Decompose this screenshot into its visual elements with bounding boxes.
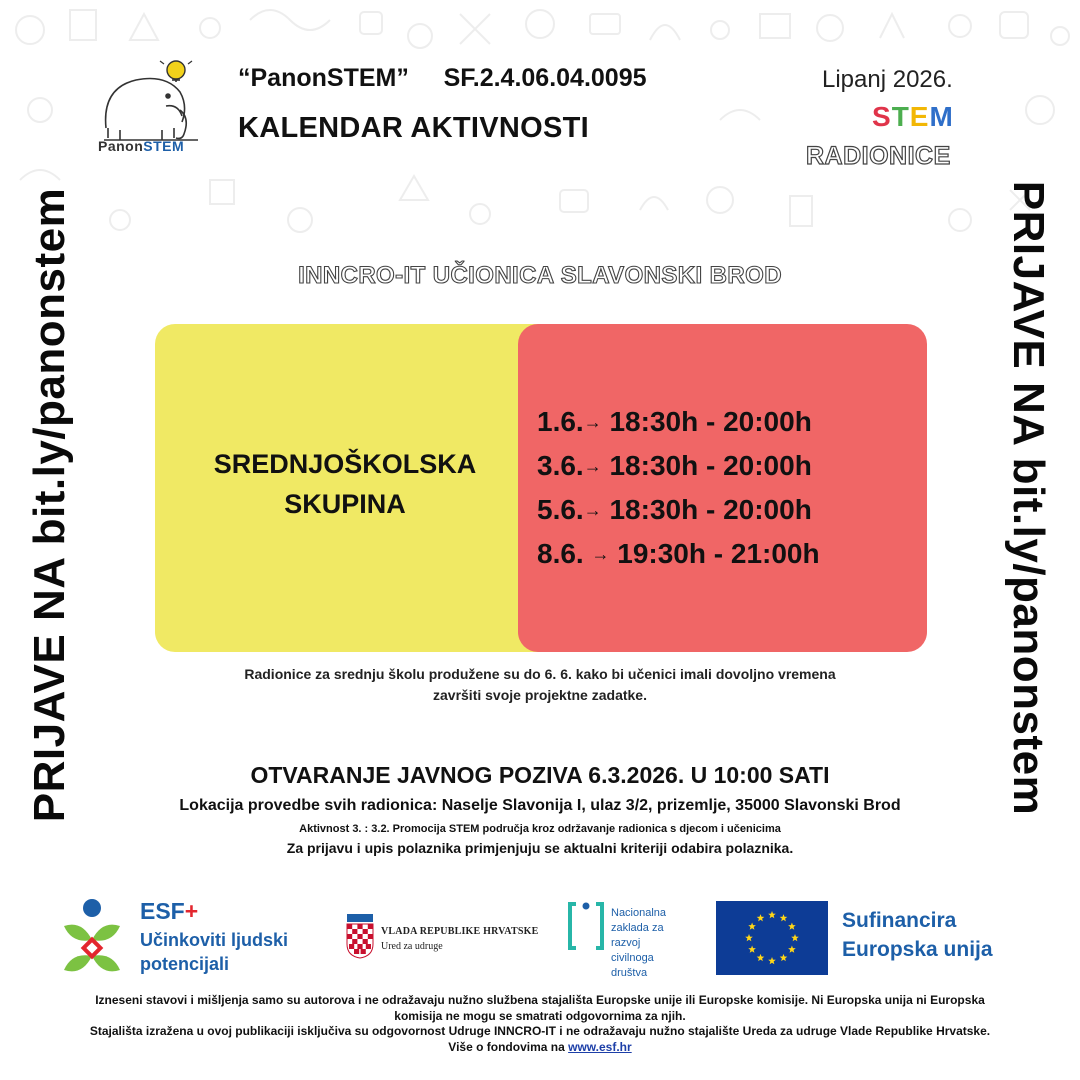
esf-program-name xyxy=(140,928,288,976)
project-name: “PanonSTEM” xyxy=(238,64,409,92)
logo-text-panon: Panon xyxy=(98,138,144,154)
arrow-right-icon: → xyxy=(591,544,610,564)
schedule-time: 18:30h - 20:00h xyxy=(609,406,812,437)
esf-title-text: ESF xyxy=(140,898,185,924)
group-label-line2: SKUPINA xyxy=(284,489,406,519)
signup-link-right[interactable]: PRIJAVE NA bit.ly/panonstem xyxy=(1004,180,1053,816)
foundation-name xyxy=(611,906,666,981)
location-title: INNCRO-IT UČIONICA SLAVONSKI BROD xyxy=(298,262,782,289)
extension-note xyxy=(0,664,1080,706)
esf-line1: Učinkoviti ljudski xyxy=(140,930,289,950)
open-call-heading: OTVARANJE JAVNOG POZIVA 6.3.2026. U 10:00 SATI xyxy=(250,762,830,788)
esf-website-link[interactable]: www.esf.hr xyxy=(568,1039,632,1054)
extension-note-line2: završiti svoje projektne zadatke. xyxy=(433,687,647,703)
signup-link-left[interactable]: PRIJAVE NA bit.ly/panonstem xyxy=(25,187,74,823)
workshops-label: RADIONICE xyxy=(806,142,951,170)
schedule-time: 18:30h - 20:00h xyxy=(609,450,812,481)
stem-letter-s: S xyxy=(872,101,892,132)
eu-flag-icon xyxy=(716,901,828,975)
stem-letter-t: T xyxy=(891,101,910,132)
government-name: VLADA REPUBLIKE HRVATSKE xyxy=(381,926,539,937)
stem-word xyxy=(872,101,954,133)
foundation-line: razvoj xyxy=(611,937,641,949)
bracket-logo-icon xyxy=(566,900,606,952)
arrow-right-icon: → xyxy=(583,500,602,520)
schedule-time: 19:30h - 21:00h xyxy=(617,538,820,569)
activity-line: Aktivnost 3. : 3.2. Promocija STEM područja kroz održavanje radionica s djecom i učenicima xyxy=(299,823,781,835)
extension-note-line1: Radionice za srednju školu produžene su do 6. 6. kako bi učenici imali dovoljno vremena xyxy=(244,666,836,682)
croatian-coat-of-arms-icon xyxy=(345,912,375,960)
schedule-panel xyxy=(518,324,927,652)
disclaimer-line4 xyxy=(22,1040,1058,1056)
eu-line1: Sufinancira xyxy=(842,909,957,932)
foundation-line: zaklada za xyxy=(611,922,664,934)
schedule-date: 5.6. xyxy=(537,494,584,525)
arrow-right-icon: → xyxy=(583,412,602,432)
stem-letter-e: E xyxy=(909,101,930,132)
calendar-title: KALENDAR AKTIVNOSTI xyxy=(238,112,590,144)
government-office: Ured za udruge xyxy=(381,941,443,952)
foundation-line: društva xyxy=(611,967,648,979)
esf-plus-sign: + xyxy=(184,898,199,924)
esf-logo-icon xyxy=(56,896,136,980)
month-label: Lipanj 2026. xyxy=(822,66,953,93)
schedule-date: 3.6. xyxy=(537,450,584,481)
eu-cofinanced-label xyxy=(842,906,993,964)
criteria-line: Za prijavu i upis polaznika primjenjuju se aktualni kriteriji odabira polaznika. xyxy=(286,840,794,856)
project-code: SF.2.4.06.04.0095 xyxy=(443,64,647,92)
esf-title xyxy=(140,898,198,925)
schedule-row xyxy=(537,494,917,526)
foundation-line: Nacionalna xyxy=(611,907,667,919)
schedule-row xyxy=(537,406,917,438)
group-label-line1: SREDNJOŠKOLSKA xyxy=(213,449,477,479)
disclaimer-line1: Izneseni stavovi i mišljenja samo su autorova i ne odražavaju nužno službena stajališta Europske unije ili Europske komisije. Ni Europska unija ni Europska xyxy=(95,993,985,1007)
logo-wordmark xyxy=(98,138,184,154)
disclaimer xyxy=(22,993,1058,1055)
disclaimer-line3: Stajališta izražena u ovoj publikaciji isključiva su odgovornost Udruge INNCRO-IT i ne odražavaju nužno stajalište Ureda za udruge Vlade Republike Hrvatske. xyxy=(89,1024,991,1038)
project-title xyxy=(238,64,647,93)
schedule-row xyxy=(537,450,917,482)
disclaimer-prefix: Više o fondovima na xyxy=(448,1039,569,1054)
foundation-line: civilnoga xyxy=(611,952,654,964)
location-line: Lokacija provedbe svih radionica: Naselje Slavonija I, ulaz 3/2, prizemlje, 35000 Slavonski Brod xyxy=(179,797,901,814)
group-label xyxy=(155,444,535,524)
arrow-right-icon: → xyxy=(583,456,602,476)
schedule-date: 1.6. xyxy=(537,406,584,437)
stem-letter-m: M xyxy=(929,101,954,132)
schedule-date: 8.6. xyxy=(537,538,592,569)
eu-line2: Europska unija xyxy=(842,938,993,961)
schedule-row xyxy=(537,538,917,570)
esf-line2: potencijali xyxy=(140,954,230,974)
schedule-time: 18:30h - 20:00h xyxy=(609,494,812,525)
disclaimer-line2: komisija ne mogu se smatrati odgovornima za njih. xyxy=(394,1008,686,1023)
logo-text-stem: STEM xyxy=(143,138,185,154)
